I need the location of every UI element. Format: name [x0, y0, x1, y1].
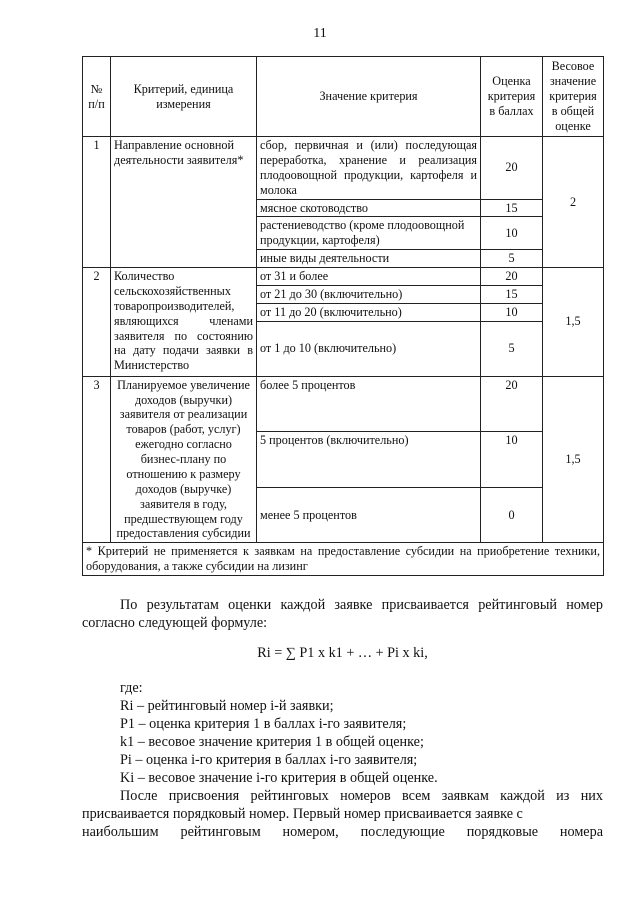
criteria-table	[82, 56, 604, 576]
definition-item: P1 – оценка критерия 1 в баллах i-го заявителя;	[120, 716, 407, 732]
rating-formula: Ri = ∑ P1 x k1 + … + Pi x ki,	[257, 645, 428, 661]
row-criterion: Направление основной деятельности заявителя*	[111, 137, 257, 268]
option-value: иные виды деятельности	[257, 250, 481, 268]
option-value: от 11 до 20 (включительно)	[257, 303, 481, 321]
option-score: 5	[481, 250, 543, 268]
option-score: 20	[481, 376, 543, 432]
option-score: 10	[481, 432, 543, 488]
footnote-row	[83, 543, 604, 576]
option-value: от 31 и более	[257, 268, 481, 286]
table-row	[83, 137, 604, 200]
definition-item: k1 – весовое значение критерия 1 в общей оценке;	[120, 734, 424, 750]
body-text	[82, 596, 603, 841]
option-value: более 5 процентов	[257, 376, 481, 432]
header-value: Значение критерия	[257, 57, 481, 137]
footnote: * Критерий не применяется к заявкам на предоставление субсидии на приобретение техники, оборудования, а также субсидии на лизинг	[83, 543, 604, 576]
option-value: от 21 до 30 (включительно)	[257, 285, 481, 303]
definition-item: Pi – оценка i-го критерия в баллах i-го заявителя;	[120, 752, 418, 768]
table-row	[83, 268, 604, 286]
row-criterion: Количество сельскохозяйственных товаропроизводителей, являющихся членами заявителя по состоянию на дату подачи заявки в Министерство	[111, 268, 257, 377]
option-score: 10	[481, 303, 543, 321]
option-score: 15	[481, 285, 543, 303]
row-num: 2	[83, 268, 111, 377]
option-value: мясное скотоводство	[257, 199, 481, 217]
table-row	[83, 376, 604, 432]
where-label: где:	[120, 680, 143, 696]
row-weight: 1,5	[543, 376, 604, 543]
option-score: 20	[481, 268, 543, 286]
option-value: растениеводство (кроме плодоовощной продукции, картофеля)	[257, 217, 481, 250]
header-criterion: Критерий, единица измерения	[111, 57, 257, 137]
option-value: 5 процентов (включительно)	[257, 432, 481, 488]
option-score: 0	[481, 487, 543, 543]
closing-paragraph: После присвоения рейтинговых номеров всем заявкам каждой из них присваивается порядковый номер. Первый номер присваивается заявке с	[82, 788, 603, 822]
option-score: 5	[481, 321, 543, 376]
header-weight: Весовое значение критерия в общей оценке	[543, 57, 604, 137]
table-header-row	[83, 57, 604, 137]
row-num: 1	[83, 137, 111, 268]
row-num: 3	[83, 376, 111, 543]
header-score: Оценка критерия в баллах	[481, 57, 543, 137]
definition-item: Ki – весовое значение i-го критерия в общей оценке.	[120, 770, 438, 786]
page-number: 11	[313, 26, 327, 41]
intro-paragraph: По результатам оценки каждой заявке присваивается рейтинговый номер согласно следующей формуле:	[82, 597, 603, 631]
definition-item: Ri – рейтинговый номер i-й заявки;	[120, 698, 334, 714]
option-value: от 1 до 10 (включительно)	[257, 321, 481, 376]
row-weight: 2	[543, 137, 604, 268]
definitions-list	[82, 697, 603, 787]
row-criterion: Планируемое увеличение доходов (выручки) заявителя от реализации товаров (работ, услуг) ежегодно согласно бизнес-плану по отношению к размеру доходов (выручке) заявителя в году, предшествующем году предоставления субсидии	[111, 376, 257, 543]
header-num: № п/п	[83, 57, 111, 137]
option-value: менее 5 процентов	[257, 487, 481, 543]
option-score: 10	[481, 217, 543, 250]
option-score: 20	[481, 137, 543, 200]
row-weight: 1,5	[543, 268, 604, 377]
closing-paragraph-last-line: наибольшим рейтинговым номером, последующие порядковые номера	[82, 824, 603, 840]
option-score: 15	[481, 199, 543, 217]
option-value: сбор, первичная и (или) последующая переработка, хранение и реализация плодоовощной продукции, картофеля и молока	[257, 137, 481, 200]
